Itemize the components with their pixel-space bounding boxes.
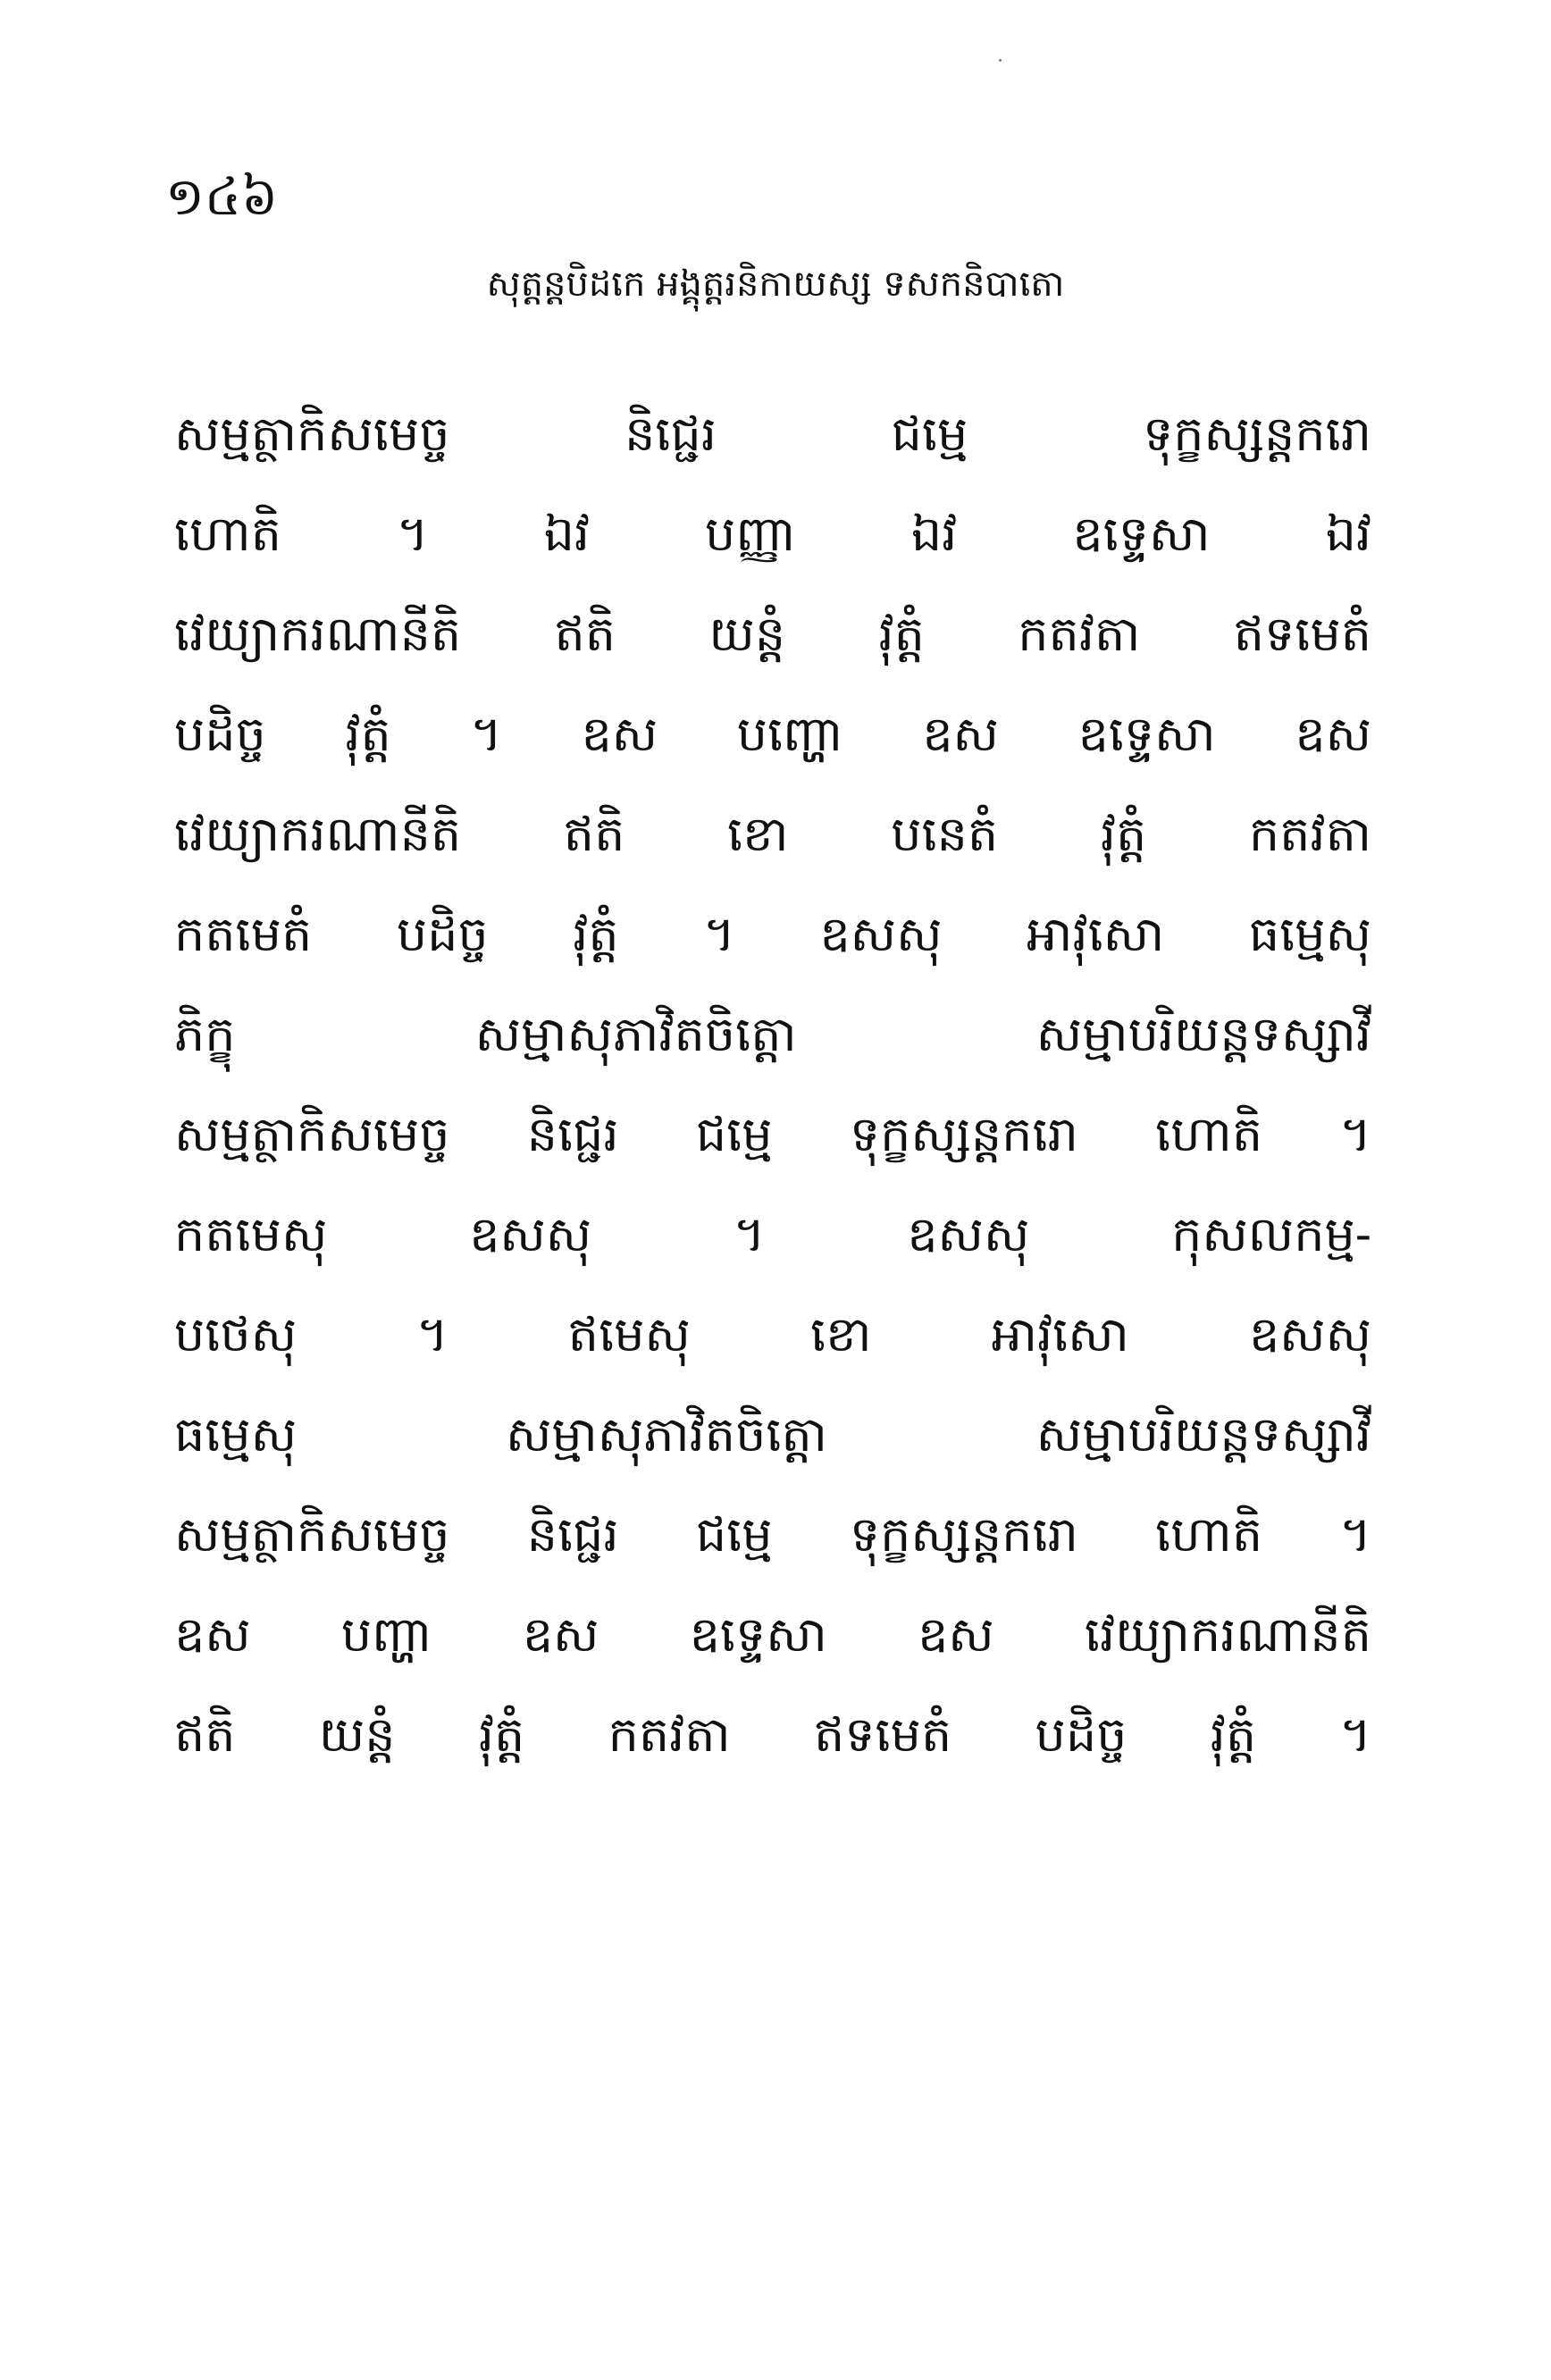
text-line: វេយ្យាករណានីតិ ឥតិ យន្តំ វុត្តំ កតវតា ឥទមេតំ xyxy=(174,606,1371,662)
text-line: កតមេតំ បដិច្ច វុត្តំ ។ ឧសសុ អាវុសោ ធម្មេសុ xyxy=(174,906,1371,962)
text-line: សម្មត្ថាកិសមេច្ច និជ្ជេរ ជម្មេ ទុក្ខស្សន្តករោ ហោតិ ។ xyxy=(174,1106,1371,1162)
text-line: ហោតិ ។ ឯវ បញ្ញា ឯវ ឧទ្ទេសា ឯវ xyxy=(174,506,1371,562)
text-line: កតមេសុ ឧសសុ ។ ឧសសុ កុសលកម្ម- xyxy=(174,1206,1371,1262)
text-line: បដិច្ច វុត្តំ ។ ឧស បញ្ហោ ឧស ឧទ្ទេសា ឧស xyxy=(174,706,1371,762)
text-line: សម្មត្ថាកិសមេច្ច និជ្ជេរ ជម្មេ ទុក្ខស្សន្តករោ xyxy=(174,406,1371,462)
scan-speck xyxy=(999,59,1002,62)
text-line: ឥតិ យន្តំ វុត្តំ កតវតា ឥទមេតំ បដិច្ច វុត្តំ ។ xyxy=(174,1706,1371,1763)
text-line: ធម្មេសុ សម្មាសុភាវិតចិត្តោ សម្មាបរិយន្តទស្សាវី xyxy=(174,1406,1371,1462)
text-line: បថេសុ ។ ឥមេសុ ខោ អាវុសោ ឧសសុ xyxy=(174,1306,1371,1362)
page-number: ១៤៦ xyxy=(165,166,279,227)
body-text xyxy=(174,384,1371,1785)
text-line: ភិក្ខុ សម្មាសុភាវិតចិត្តោ សម្មាបរិយន្តទស្សាវី xyxy=(174,1006,1371,1062)
text-line: សម្មត្ថាកិសមេច្ច និជ្ជេរ ជម្មេ ទុក្ខស្សន្តករោ ហោតិ ។ xyxy=(174,1506,1371,1563)
text-line: វេយ្យាករណានីតិ ឥតិ ខោ បនេតំ វុត្តំ កតវតា xyxy=(174,806,1371,862)
running-head: សុត្តន្តបិដកេ អង្គុត្តរនិកាយស្ស ទសកនិបាតោ xyxy=(486,264,1065,305)
text-line: ឧស បញ្ហា ឧស ឧទ្ទេសា ឧស វេយ្យាករណានីតិ xyxy=(174,1606,1371,1663)
